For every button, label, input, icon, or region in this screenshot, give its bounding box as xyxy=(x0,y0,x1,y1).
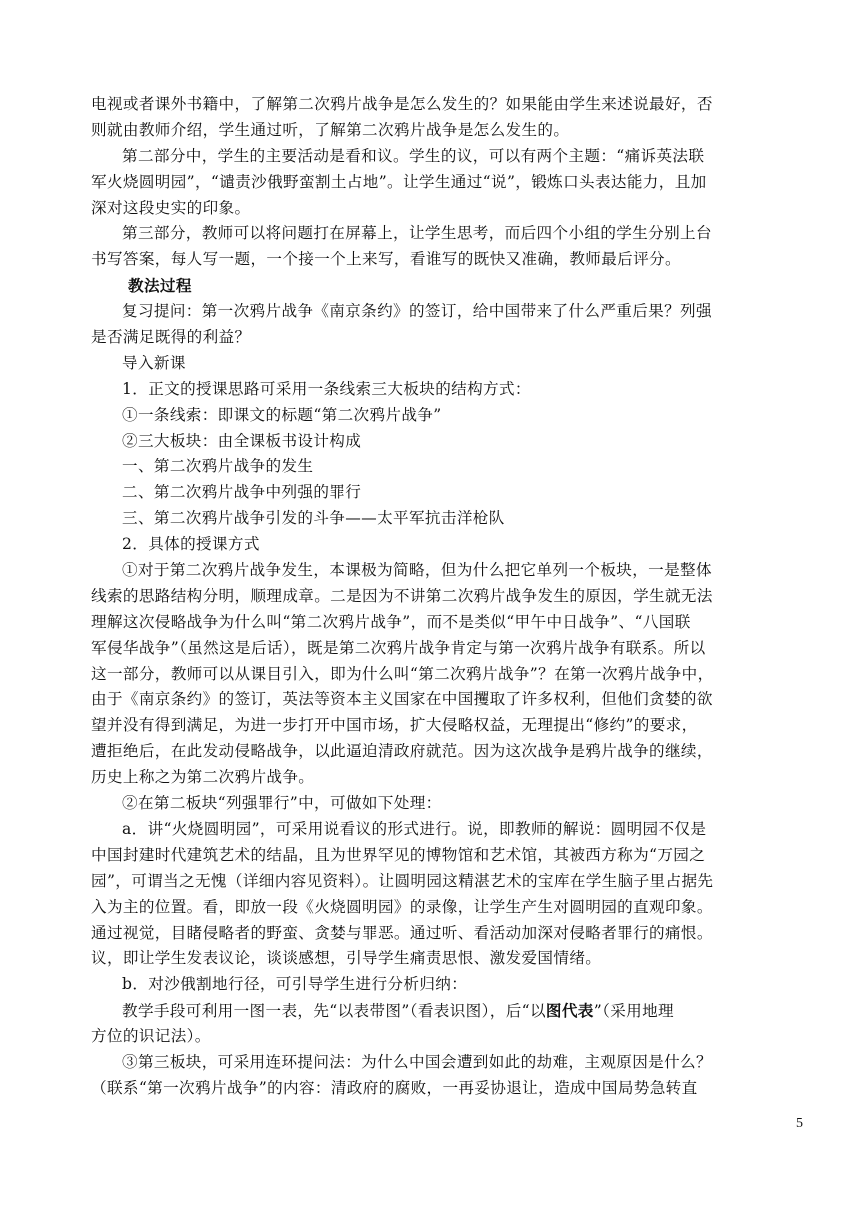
text-line: 2．具体的授课方式 xyxy=(122,535,260,554)
text-line: 线索的思路结构分明，顺理成章。二是因为不讲第二次鸦片战争发生的原因，学生就无法 xyxy=(91,586,713,605)
text-line: 1．正文的授课思路可采用一条线索三大板块的结构方式： xyxy=(122,379,531,398)
text-line: 第三部分，教师可以将问题打在屏幕上，让学生思考，而后四个小组的学生分别上台 xyxy=(122,224,712,243)
text-line: 第二部分中，学生的主要活动是看和议。学生的议，可以有两个主题：“痛诉英法联 xyxy=(122,146,705,165)
text-line: a．讲“火烧圆明园”，可采用说看议的形式进行。说，即教师的解说：圆明园不仅是 xyxy=(122,819,707,838)
text-line: ②三大板块：由全课板书设计构成 xyxy=(122,431,362,450)
text-line: （联系“第一次鸦片战争”的内容：清政府的腐败，一再妥协退让，造成中国局势急转直 xyxy=(91,1078,698,1097)
text-line: 则就由教师介绍，学生通过听，了解第二次鸦片战争是怎么发生的。 xyxy=(91,120,570,139)
text-line: 议，即让学生发表议论，谈谈感想，引导学生痛责思恨、激发爱国情绪。 xyxy=(91,949,602,968)
text-line: 通过视觉，目睹侵略者的野蛮、贪婪与罪恶。通过听、看活动加深对侵略者罪行的痛恨。 xyxy=(91,923,713,942)
text-line: 方位的识记法）。 xyxy=(91,1027,211,1046)
text-line: 由于《南京条约》的签订，英法等资本主义国家在中国攫取了许多权利，但他们贪婪的欲 xyxy=(91,690,713,709)
text-line: 二、第二次鸦片战争中列强的罪行 xyxy=(122,483,362,502)
text-line: 军侵华战争”（虽然这是后话），既是第二次鸦片战争肯定与第一次鸦片战争有联系。所以 xyxy=(91,638,706,657)
bold-text-segment: 图代表 xyxy=(545,1001,594,1021)
text-line: 军火烧圆明园”，“谴责沙俄野蛮割土占地”。让学生通过“说”，锻炼口头表达能力，且加 xyxy=(91,172,707,191)
text-line: 复习提问：第一次鸦片战争《南京条约》的签订，给中国带来了什么严重后果？列强 xyxy=(122,302,712,321)
text-segment: ”（采用地理 xyxy=(593,1002,674,1021)
text-line: 这一部分，教师可以从课目引入，即为什么叫“第二次鸦片战争”？在第一次鸦片战争中， xyxy=(91,664,714,683)
text-segment: 教学手段可利用一图一表，先“以表带图”（看表识图），后“以 xyxy=(122,1002,546,1021)
text-line: 理解这次侵略战争为什么叫“第二次鸦片战争”，而不是类似“甲午中日战争”、“八国联 xyxy=(91,612,691,631)
text-line: 望并没有得到满足，为进一步打开中国市场，扩大侵略权益，无理提出“修约”的要求， xyxy=(91,716,698,735)
text-line-mixed xyxy=(91,998,771,1024)
text-line: 是否满足既得的利益？ xyxy=(91,328,251,347)
text-line: 书写答案，每人写一题，一个接一个上来写，看谁写的既快又准确，教师最后评分。 xyxy=(91,250,681,269)
text-line: b．对沙俄割地行径，可引导学生进行分析归纳： xyxy=(122,975,468,994)
text-line: 一、第二次鸦片战争的发生 xyxy=(122,457,314,476)
text-line: 电视或者课外书籍中，了解第二次鸦片战争是怎么发生的？如果能由学生来述说最好，否 xyxy=(91,95,713,113)
text-line: 中国封建时代建筑艺术的结晶，且为世界罕见的博物馆和艺术馆，其被西方称为“万园之 xyxy=(91,845,706,864)
text-line: ②在第二板块“列强罪行”中，可做如下处理： xyxy=(122,794,442,813)
text-line: 园”，可谓当之无愧（详细内容见资料）。让圆明园这精湛艺术的宝库在学生脑子里占据先 xyxy=(91,871,714,890)
text-line: 导入新课 xyxy=(122,353,186,372)
section-heading: 教法过程 xyxy=(128,276,192,296)
text-line: 深对这段史实的印象。 xyxy=(91,198,251,217)
text-line: ①对于第二次鸦片战争发生，本课极为简略，但为什么把它单列一个板块，一是整体 xyxy=(122,561,712,580)
text-line: ①一条线索：即课文的标题“第二次鸦片战争” xyxy=(122,405,442,424)
text-line: 历史上称之为第二次鸦片战争。 xyxy=(91,768,315,787)
document-body xyxy=(91,92,771,1102)
text-line: 入为主的位置。看，即放一段《火烧圆明园》的录像，让学生产生对圆明园的直观印象。 xyxy=(91,897,713,916)
text-line: 三、第二次鸦片战争引发的斗争——太平军抗击洋枪队 xyxy=(122,509,505,528)
text-line: 遭拒绝后，在此发动侵略战争，以此逼迫清政府就范。因为这次战争是鸦片战争的继续， xyxy=(91,742,713,761)
page-number: 5 xyxy=(796,1116,803,1131)
text-line: ③第三板块，可采用连环提问法：为什么中国会遭到如此的劫难，主观原因是什么？ xyxy=(122,1052,712,1071)
